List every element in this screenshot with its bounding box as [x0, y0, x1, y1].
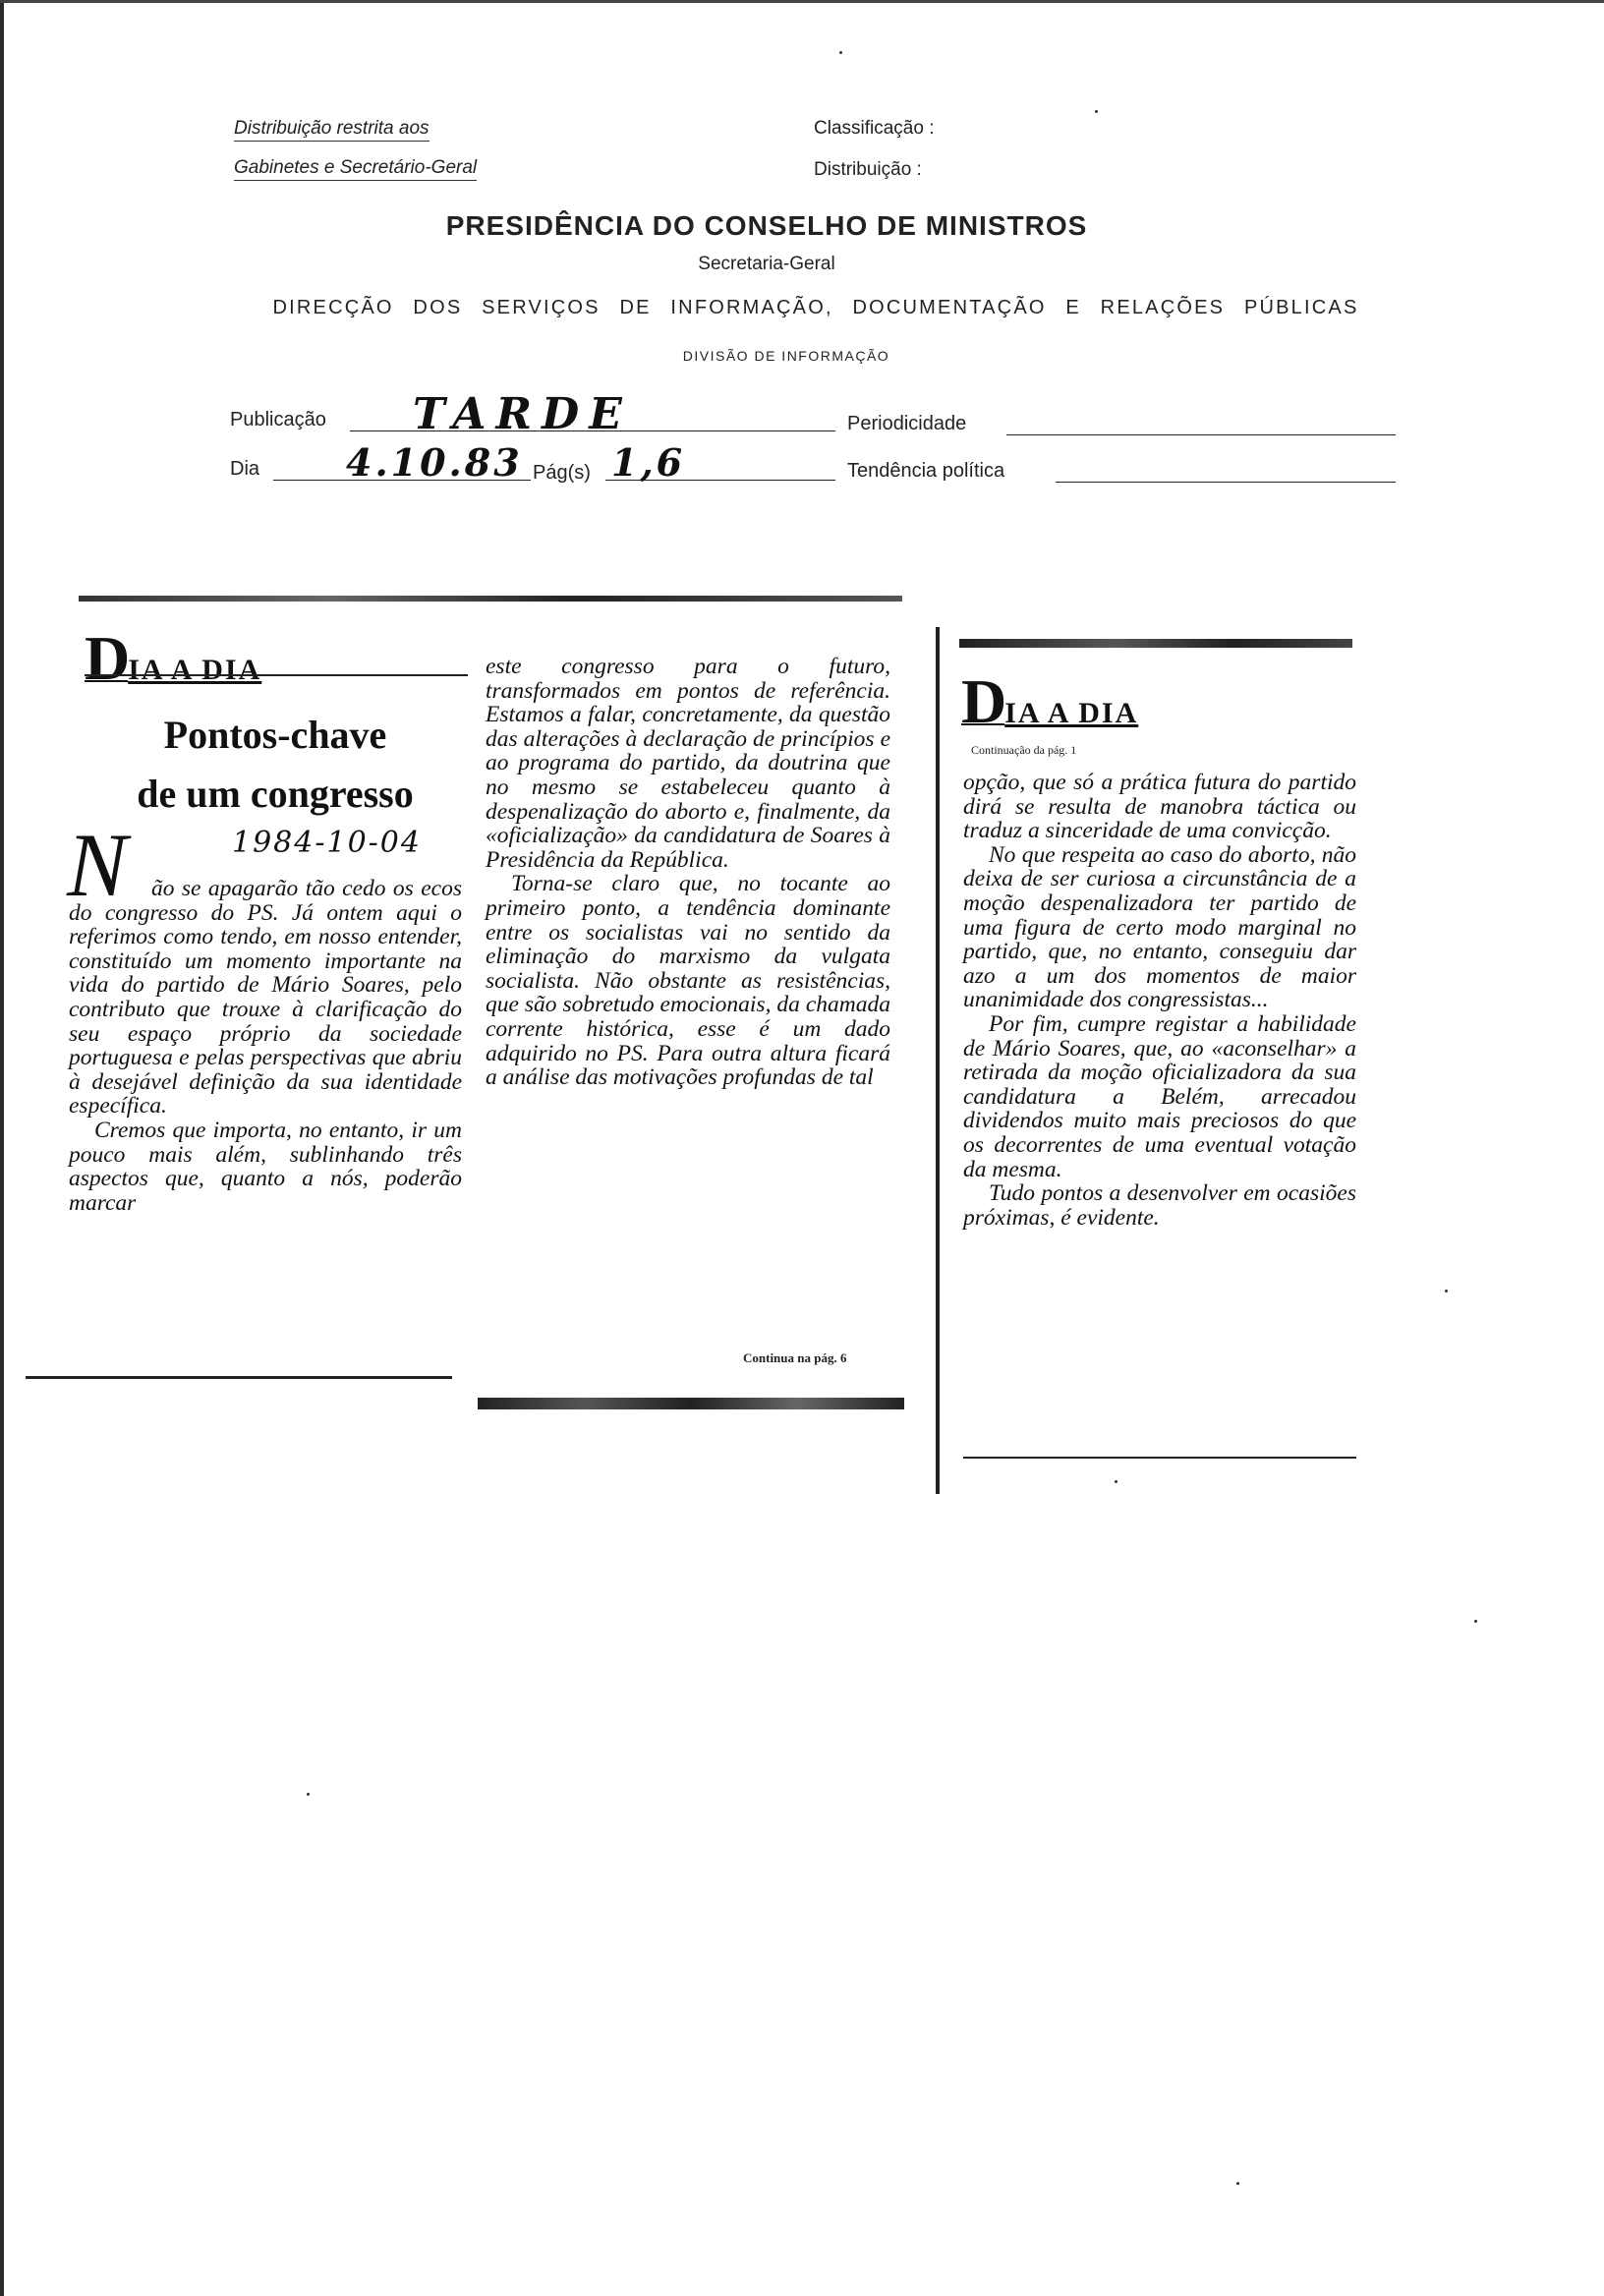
masthead	[85, 623, 262, 693]
col3-paragraph-3: Por fim, cumpre registar a habilidade de Mário Soares, que, ao «aconselhar» a retirada da moção oficializadora da sua candidatura a Belém, arrecadou dividendos muito mais preciosos do que os decorrentes de uma eventual votação da mesma.	[963, 1010, 1356, 1182]
continuation-masthead	[961, 666, 1139, 736]
scan-speck	[1236, 2182, 1239, 2185]
scan-speck	[1474, 1620, 1477, 1623]
office-subtitle: Secretaria-Geral	[698, 254, 835, 274]
political-tendency-line	[1056, 482, 1396, 483]
pages-label: Pág(s)	[533, 462, 591, 484]
headline-line2: de um congresso	[137, 772, 414, 816]
political-tendency-label: Tendência política	[847, 460, 1005, 482]
continuation-separator	[936, 627, 940, 1494]
col3-paragraph-1: opção, que só a prática futura do partido dirá se resulta de manobra táctica ou traduz a sinceridade de uma convicção.	[963, 770, 1356, 844]
scan-speck	[307, 1793, 310, 1796]
scan-speck	[1115, 1480, 1117, 1483]
continued-note: Continua na pág. 6	[743, 1350, 847, 1365]
article-column-3	[963, 771, 1356, 1230]
masthead-rule	[85, 674, 468, 676]
continuation-masthead-initial: D	[961, 666, 1005, 736]
clipping-top-rule	[79, 596, 902, 602]
col2-paragraph-2: Torna-se claro que, no tocante ao primeiro ponto, a tendência dominante entre os socialistas vai no sentido da eliminação do marxismo da vulgata socialista. Não obstante as resistências, que são sobretudo emocionais, da chamada corrente histórica, esse é um dado adquirido no PS. Para outra altura ficará a análise das motivações profundas de tal	[486, 871, 890, 1091]
publication-label: Publicação	[230, 409, 326, 430]
continuation-note: Continuação da pág. 1	[971, 743, 1077, 757]
continuation-masthead-rest: IA A DIA	[1004, 697, 1139, 729]
drop-cap: N	[67, 815, 128, 915]
restricted-distribution-line1: Distribuição restrita aos	[234, 118, 430, 142]
publication-value: TARDE	[413, 389, 632, 439]
scan-edge-left	[0, 0, 4, 2296]
col3-bottom-rule	[963, 1457, 1356, 1459]
classification-label: Classificação :	[814, 118, 935, 139]
division-name: DIVISÃO DE INFORMAÇÃO	[682, 348, 890, 364]
article-column-2	[486, 655, 890, 1090]
distribution-label: Distribuição :	[814, 159, 922, 180]
col2-paragraph-1: este congresso para o futuro, transformados em pontos de referência. Estamos a falar, concretamente, da questão das alterações à declaração de princípios e ao programa do partido, da doutrina que no mesmo se estabeleceu quanto à despenalização do aborto e, finalmente, da «oficialização» da candidatura de Soares à Presidência da República.	[486, 654, 890, 873]
restricted-distribution-line2: Gabinetes e Secretário-Geral	[234, 157, 477, 181]
col3-paragraph-4: Tudo pontos a desenvolver em ocasiões próximas, é evidente.	[963, 1180, 1356, 1231]
col1-paragraph-1: ão se apagarão tão cedo os ecos do congresso do PS. Já ontem aqui o referimos como tendo, em nosso entender, constituído um momento importante na vida do partido de Mário Soares, pelo contributo que trouxe à clarificação do seu espaço próprio da sociedade portuguesa e pelas perspectivas que abriu à desejável definição da sua identidade específica.	[69, 876, 462, 1119]
handwritten-clipping-date: 1984-10-04	[232, 826, 422, 860]
day-label: Dia	[230, 458, 260, 480]
periodicity-line	[1006, 434, 1396, 435]
col2-bottom-rule	[478, 1398, 904, 1409]
scan-speck	[839, 51, 842, 54]
col1-paragraph-2: Cremos que importa, no entanto, ir um pouco mais além, sublinhando três aspectos que, quanto a nós, poderão marcar	[69, 1117, 462, 1216]
continuation-top-rule	[959, 639, 1352, 648]
scan-speck	[1445, 1290, 1448, 1292]
masthead-initial: D	[85, 623, 129, 693]
periodicity-label: Periodicidade	[847, 413, 967, 434]
scan-edge-top	[0, 0, 1604, 3]
headline-line1: Pontos-chave	[163, 713, 387, 757]
masthead-rest: IA A DIA	[128, 654, 262, 686]
office-title: PRESIDÊNCIA DO CONSELHO DE MINISTROS	[445, 210, 1088, 241]
pages-value: 1,6	[611, 440, 686, 485]
scan-speck	[1095, 110, 1098, 113]
col1-bottom-rule	[26, 1376, 452, 1379]
col3-paragraph-2: No que respeita ao caso do aborto, não deixa de ser curiosa a circunstância de a moção despenalizadora ter partido de uma figura de certo modo marginal no partido, que, no entanto, conseguiu dar azo a um dos momentos de maior unanimidade dos congressistas...	[963, 841, 1356, 1013]
department-name: DIRECÇÃO DOS SERVIÇOS DE INFORMAÇÃO, DOCUMENTAÇÃO E RELAÇÕES PÚBLICAS	[272, 297, 1359, 318]
article-column-1	[69, 877, 462, 1215]
day-value: 4.10.83	[346, 440, 523, 485]
